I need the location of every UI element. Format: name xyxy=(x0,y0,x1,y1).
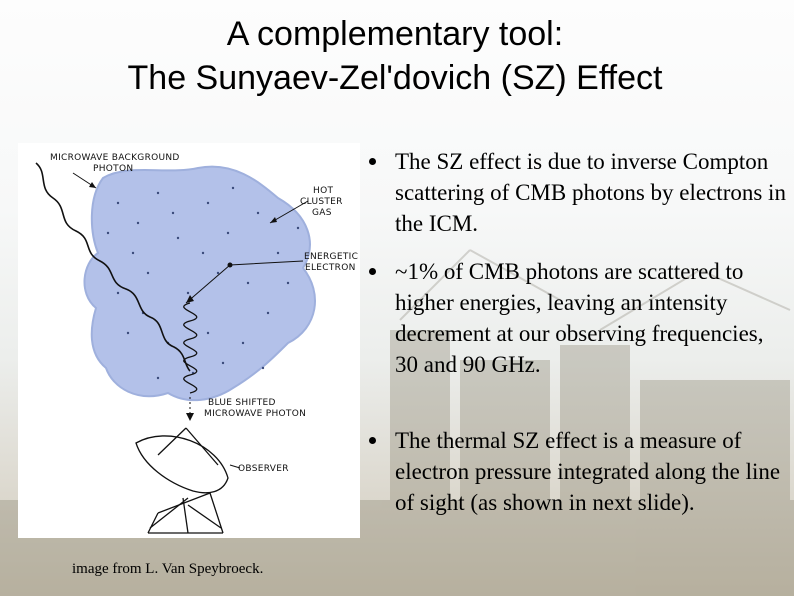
title-line-2: The Sunyaev-Zel'dovich (SZ) Effect xyxy=(127,59,663,97)
bullet-dot-icon xyxy=(369,437,376,444)
bullet-list xyxy=(366,146,792,518)
label-cmb-photon-line1: MICROWAVE BACKGROUND xyxy=(50,153,180,163)
bullet-dot-icon xyxy=(369,158,376,165)
bullet-item xyxy=(366,425,792,518)
label-electron-line2: ELECTRON xyxy=(305,263,356,273)
figure-caption: image from L. Van Speybroeck. xyxy=(72,561,264,577)
bullet-text: ~1% of CMB photons are scattered to higher energies, leaving an intensity decrement at our observing frequencies, 30 and 90 GHz. xyxy=(395,259,764,377)
bullet-text: The SZ effect is due to inverse Compton scattering of CMB photons by electrons in the ICM. xyxy=(395,149,786,236)
label-cmb-photon-line2: PHOTON xyxy=(93,164,134,174)
bullet-item xyxy=(366,256,792,425)
label-hot-gas-line1: HOT xyxy=(313,186,334,196)
label-observer: OBSERVER xyxy=(238,464,289,474)
label-hot-gas-line2: CLUSTER xyxy=(300,197,343,207)
observer-telescope-icon xyxy=(136,428,228,533)
label-blue-photon-line2: MICROWAVE PHOTON xyxy=(204,409,307,419)
label-hot-gas-line3: GAS xyxy=(312,208,332,218)
bullet-text: The thermal SZ effect is a measure of electron pressure integrated along the line of sight (as shown in next slide). xyxy=(395,428,781,515)
title-line-1: A complementary tool: xyxy=(226,15,564,53)
hot-cluster-gas-cloud xyxy=(84,167,315,401)
label-electron-line1: ENERGETIC xyxy=(304,252,359,262)
label-blue-photon-line1: BLUE SHIFTED xyxy=(208,398,276,408)
bullet-item xyxy=(366,146,792,256)
slide-title xyxy=(30,12,760,100)
bullet-dot-icon xyxy=(369,268,376,275)
sz-effect-diagram xyxy=(18,143,360,538)
